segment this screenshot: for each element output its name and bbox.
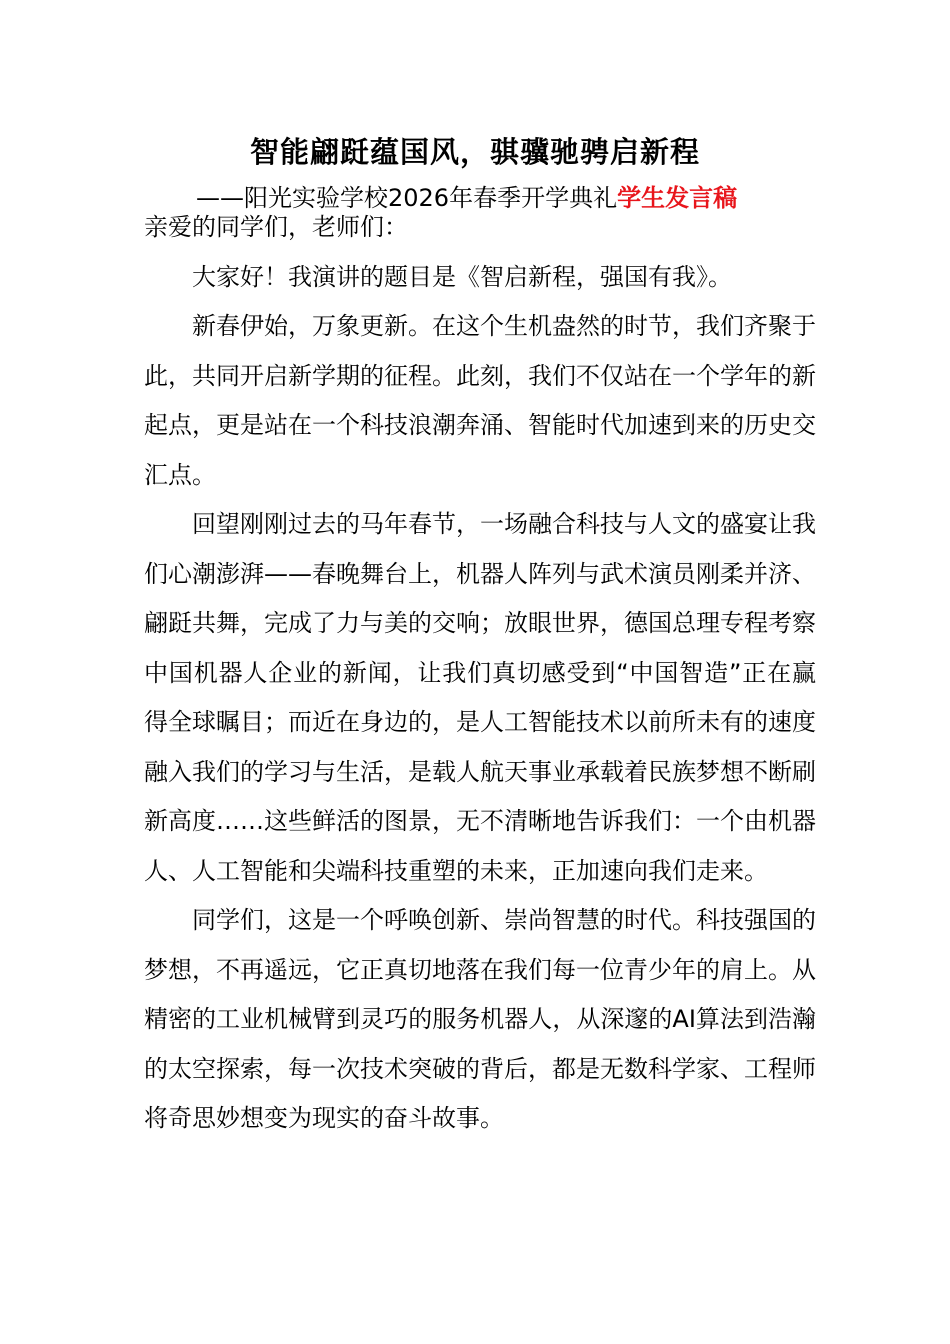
- subtitle-text: ——阳光实验学校2026年春季开学典礼: [196, 184, 618, 212]
- paragraph-2: 新春伊始，万象更新。在这个生机盎然的时节，我们齐聚于此，共同开启新学期的征程。此刻，我们不仅站在一个学年的新起点，更是站在一个科技浪潮奔涌、智能时代加速到来的历史交汇点。: [144, 312, 816, 489]
- document-title: 智能翩跹蕴国风，骐骥驰骋启新程: [249, 135, 700, 169]
- speech-body: [144, 203, 816, 1144]
- subtitle-highlight: 学生发言稿: [617, 184, 738, 212]
- paragraph-3: 回望刚刚过去的马年春节，一场融合科技与人文的盛宴让我们心潮澎湃——春晚舞台上，机器人阵列与武术演员刚柔并济、翩跹共舞，完成了力与美的交响；放眼世界，德国总理专程考察中国机器人企业的新闻，让我们真切感受到“中国智造”正在赢得全球瞩目；而近在身边的，是人工智能技术以前所未有的速度融入我们的学习与生活，是载人航天事业承载着民族梦想不断刷新高度……这些鲜活的图景，无不清晰地告诉我们：一个由机器人、人工智能和尖端科技重塑的未来，正加速向我们走来。: [144, 510, 816, 885]
- salutation: 亲爱的同学们，老师们：: [144, 213, 408, 241]
- paragraph-1: 大家好！我演讲的题目是《智启新程，强国有我》。: [192, 262, 732, 291]
- paragraph-4: 同学们，这是一个呼唤创新、崇尚智慧的时代。科技强国的梦想，不再遥远，它正真切地落在我们每一位青少年的肩上。从精密的工业机械臂到灵巧的服务机器人，从深邃的AI算法到浩瀚的太空探索，每一次技术突破的背后，都是无数科学家、工程师将奇思妙想变为现实的奋斗故事。: [144, 906, 816, 1132]
